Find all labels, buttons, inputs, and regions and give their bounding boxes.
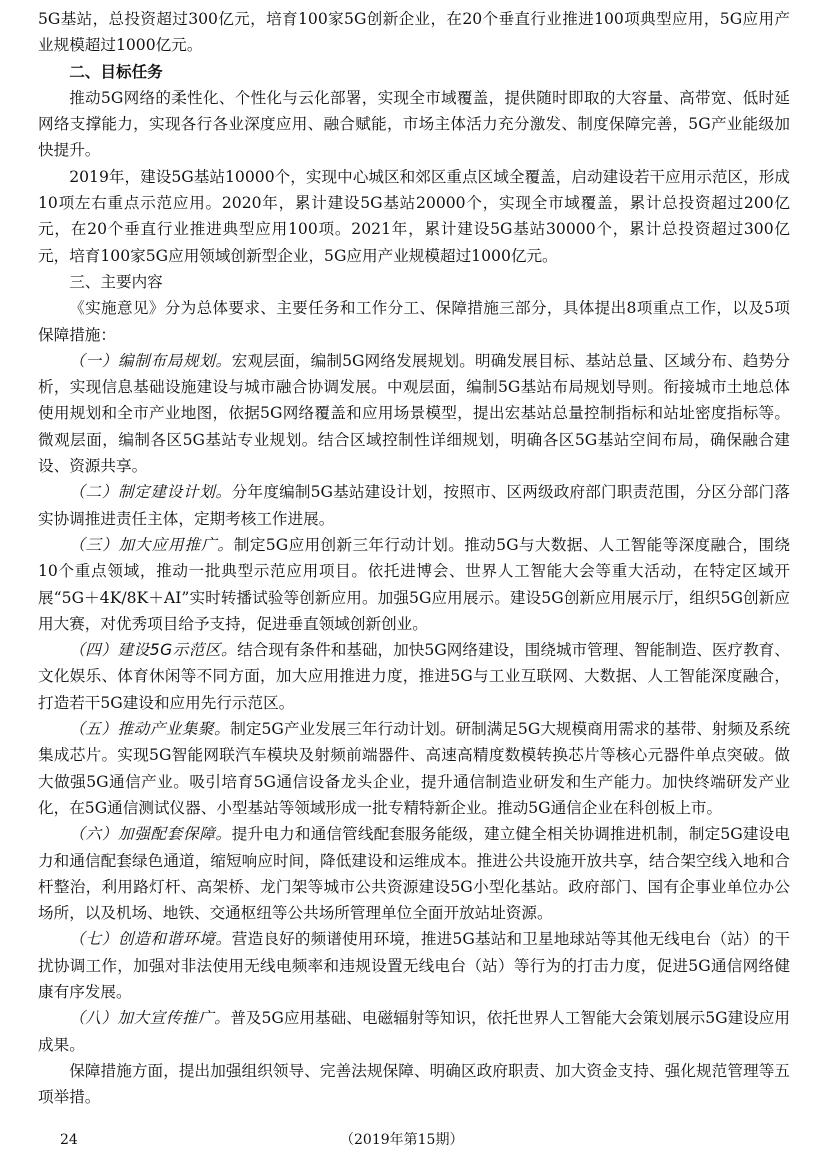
item-6-text: 提升电力和通信管线配套服务能级，建立健全相关协调推进机制，制定5G建设电力和通信配套绿色通道，缩短响应时间，降低建设和运维成本。推进公共设施开放共享，结合架空线入地和合杆整治，利用路灯杆、高架桥、龙门架等城市公共资源建设5G小型化基站。政府部门、国有企事业单位办公场所，以及机场、地铁、交通枢纽等公共场所管理单位全面开放站址资源。: [38, 825, 791, 923]
item-2: [38, 479, 790, 532]
item-4-text: 结合现有条件和基础，加快5G网络建设，围绕城市管理、智能制造、医疗教育、文化娱乐、体育休闲等不同方面，加大应用推进力度，推进5G与工业互联网、大数据、人工智能深度融合，打造若干5G建设和应用先行示范区。: [38, 641, 790, 712]
section-heading-content: 三、主要内容: [69, 272, 163, 291]
issue-label: （2019年第15期）: [340, 1132, 464, 1148]
paragraph-safeguards: 保障措施方面，提出加强组织领导、完善法规保障、明确区政府职责、加大资金支持、强化规范管理等五项举措。: [38, 1061, 790, 1107]
item-7: [38, 926, 790, 1005]
paragraph-content-intro: 《实施意见》分为总体要求、主要任务和工作分工、保障措施三部分，具体提出8项重点工作，以及5项保障措施：: [38, 299, 790, 344]
item-6: [38, 821, 790, 926]
item-8: [38, 1005, 790, 1058]
item-2-text: 分年度编制5G基站建设计划，按照市、区两级政府部门职责范围，分区分部门落实协调推进责任主体，定期考核工作进展。: [38, 483, 791, 528]
item-1-lead: （一）编制布局规划。: [69, 351, 232, 370]
item-8-lead: （八）加大宣传推广。: [69, 1009, 231, 1028]
item-3-text: 制定5G应用创新三年行动计划。推动5G与大数据、人工智能等深度融合，围绕10个重点领域，推动一批典型示范应用项目。依托进博会、世界人工智能大会等重大活动，在特定区域开展“5G＋4K/8K＋AI”实时转播试验等创新应用。加强5G应用展示。建设5G创新应用展示厅，组织5G创新应用大赛，对优秀项目给予支持，促进垂直领域创新创业。: [38, 535, 790, 633]
item-1-text: 宏观层面，编制5G网络发展规划。明确发展目标、基站总量、区域分布、趋势分析，实现信息基础设施建设与城市融合协调发展。中观层面，编制5G基站布局规划导则。衔接城市土地总体使用规划和全市产业地图，依据5G网络覆盖和应用场景模型，提出宏基站总量控制指标和站址密度指标等。微观层面，编制各区5G基站专业规划。结合区域控制性详细规划，明确各区5G基站空间布局，确保融合建设、资源共享。: [38, 351, 791, 476]
page-number: 24: [60, 1132, 78, 1148]
item-4-lead: （四）建设5G示范区。: [69, 641, 238, 660]
item-6-lead: （六）加强配套保障。: [69, 825, 232, 844]
item-1: [38, 348, 790, 479]
item-8-text: 普及5G应用基础、电磁辐射等知识，依托世界人工智能大会策划展示5G建设应用成果。: [38, 1009, 790, 1054]
item-2-lead: （二）制定建设计划。: [69, 483, 232, 502]
item-3: [38, 532, 790, 637]
page-footer: [0, 1130, 827, 1150]
item-5: [38, 716, 790, 821]
item-4: [38, 637, 790, 716]
item-3-lead: （三）加大应用推广。: [69, 535, 234, 554]
item-7-lead: （七）创造和谐环境。: [69, 930, 232, 949]
item-5-lead: （五）推动产业集聚。: [69, 720, 231, 739]
paragraph-goals-targets: 2019年，建设5G基站10000个，实现中心城区和郊区重点区域全覆盖，启动建设若干应用示范区，形成10项左右重点示范应用。2020年，累计建设5G基站20000个，实现全市域覆盖，累计总投资超过200亿元，在20个垂直行业推进典型应用100项。2021年，累计建设5G基站30000个，累计总投资超过300亿元，培育100家5G应用领域创新型企业，5G应用产业规模超过1000亿元。: [38, 167, 790, 265]
article-body: [38, 6, 790, 1110]
item-5-text: 制定5G产业发展三年行动计划。研制满足5G大规模商用需求的基带、射频及系统集成芯片。实现5G智能网联汽车模块及射频前端器件、高速高精度数模转换芯片等核心元器件单点突破。做大做强5G通信产业。吸引培育5G通信设备龙头企业，提升通信制造业研发和生产能力。加快终端研发产业化，在5G通信测试仪器、小型基站等领域形成一批专精特新企业。推动5G通信企业在科创板上市。: [38, 720, 790, 817]
paragraph-goals-intro: 推动5G网络的柔性化、个性化与云化部署，实现全市域覆盖，提供随时即取的大容量、高带宽、低时延网络支撑能力，实现各行各业深度应用、融合赋能，市场主体活力充分激发、制度保障完善，5G产业能级加快提升。: [38, 88, 790, 160]
section-heading-goals: 二、目标任务: [69, 62, 163, 81]
paragraph-continuation: 5G基站，总投资超过300亿元，培育100家5G创新企业，在20个垂直行业推进100项典型应用，5G应用产业规模超过1000亿元。: [38, 10, 790, 55]
item-7-text: 营造良好的频谱使用环境，推进5G基站和卫星地球站等其他无线电台（站）的干扰协调工作，加强对非法使用无线电频率和违规设置无线电台（站）等行为的打击力度，促进5G通信网络健康有序发展。: [38, 930, 791, 1001]
